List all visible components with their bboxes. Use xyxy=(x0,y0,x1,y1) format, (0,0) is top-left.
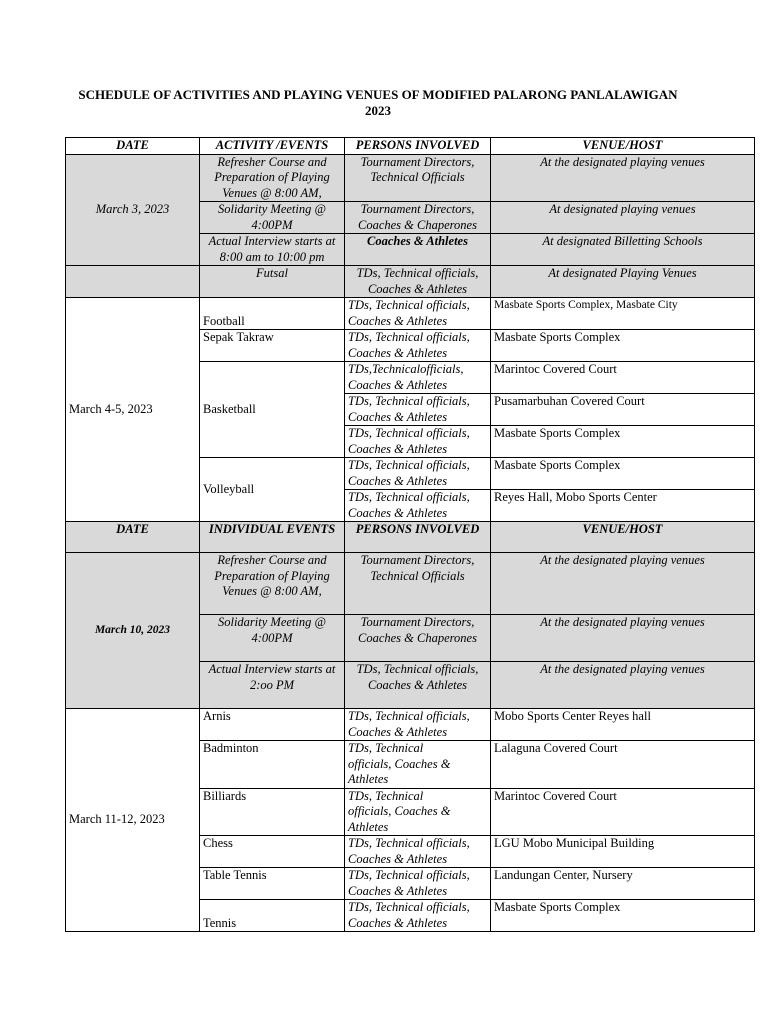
venue-cell: Mobo Sports Center Reyes hall xyxy=(491,709,755,741)
document-title xyxy=(40,87,716,119)
persons-cell: TDs, Technical officials, Coaches & Athletes xyxy=(345,836,491,868)
persons-cell: Tournament Directors, Technical Officials xyxy=(345,553,491,615)
venue-cell: At the designated playing venues xyxy=(491,615,755,662)
persons-cell: Tournament Directors, Coaches & Chaperones xyxy=(345,615,491,662)
venue-cell: Masbate Sports Complex xyxy=(491,458,755,490)
persons-cell: TDs, Technical officials, Coaches & Athletes xyxy=(345,458,491,490)
table-row xyxy=(66,154,755,202)
persons-cell: Tournament Directors, Technical Officials xyxy=(345,154,491,202)
activity-cell: Solidarity Meeting @ 4:00PM xyxy=(200,615,345,662)
activity-cell: Futsal xyxy=(200,266,345,298)
header-venue: VENUE/HOST xyxy=(491,522,755,553)
venue-cell: Masbate Sports Complex, Masbate City xyxy=(491,298,755,330)
header-date: DATE xyxy=(66,138,200,155)
persons-cell: TDs, Technical officials, Coaches & Athletes xyxy=(345,394,491,426)
event-cell: Billiards xyxy=(200,788,345,836)
venue-cell: At the designated playing venues xyxy=(491,553,755,615)
persons-cell: TDs, Technical officials, Coaches & Athletes xyxy=(345,709,491,741)
venue-cell: Marintoc Covered Court xyxy=(491,788,755,836)
empty-date-cell xyxy=(66,266,200,298)
venue-cell: Masbate Sports Complex xyxy=(491,330,755,362)
venue-cell: At designated playing venues xyxy=(491,202,755,234)
header-persons: PERSONS INVOLVED xyxy=(345,522,491,553)
venue-cell: Masbate Sports Complex xyxy=(491,900,755,932)
table-row xyxy=(66,553,755,615)
activity-cell: Refresher Course and Preparation of Playing Venues @ 8:00 AM, xyxy=(200,553,345,615)
venue-cell: Marintoc Covered Court xyxy=(491,362,755,394)
venue-cell: Landungan Center, Nursery xyxy=(491,868,755,900)
table-row xyxy=(66,709,755,741)
date-cell: March 10, 2023 xyxy=(66,553,200,709)
venue-cell: Masbate Sports Complex xyxy=(491,426,755,458)
activity-cell: Solidarity Meeting @ 4:00PM xyxy=(200,202,345,234)
header-persons: PERSONS INVOLVED xyxy=(345,138,491,155)
persons-cell: TDs, Technical officials, Coaches & Athletes xyxy=(345,298,491,330)
persons-cell: TDs, Technical officials, Coaches & Athletes xyxy=(345,490,491,522)
persons-cell: TDs, Technical officials, Coaches & Athletes xyxy=(345,330,491,362)
venue-cell: Pusamarbuhan Covered Court xyxy=(491,394,755,426)
table-header-row xyxy=(66,522,755,553)
persons-cell: TDs, Technical officials, Coaches & Athletes xyxy=(345,662,491,709)
table-row xyxy=(66,266,755,298)
date-cell: March 4-5, 2023 xyxy=(66,298,200,522)
event-cell: Football xyxy=(200,298,345,330)
venue-cell: At the designated playing venues xyxy=(491,154,755,202)
event-cell: Volleyball xyxy=(200,458,345,522)
event-cell: Chess xyxy=(200,836,345,868)
title-line-1: SCHEDULE OF ACTIVITIES AND PLAYING VENUES OF MODIFIED PALARONG PANLALAWIGAN xyxy=(78,87,678,102)
activity-cell: Refresher Course and Preparation of Playing Venues @ 8:00 AM, xyxy=(200,154,345,202)
event-cell: Arnis xyxy=(200,709,345,741)
event-cell: Basketball xyxy=(200,362,345,458)
table-header-row xyxy=(66,138,755,155)
schedule-table xyxy=(65,137,755,932)
persons-cell: TDs, Technical officials, Coaches & Athletes xyxy=(345,266,491,298)
event-cell: Sepak Takraw xyxy=(200,330,345,362)
persons-cell: Tournament Directors, Coaches & Chaperones xyxy=(345,202,491,234)
venue-cell: Lalaguna Covered Court xyxy=(491,741,755,789)
activity-cell: Actual Interview starts at 8:00 am to 10:00 pm xyxy=(200,234,345,266)
table-row xyxy=(66,298,755,330)
venue-cell: At the designated playing venues xyxy=(491,662,755,709)
persons-cell: TDs, Technical officials, Coaches & Athletes xyxy=(345,741,491,789)
date-cell: March 11-12, 2023 xyxy=(66,709,200,932)
activity-cell: Actual Interview starts at 2:oo PM xyxy=(200,662,345,709)
venue-cell: At designated Billetting Schools xyxy=(491,234,755,266)
persons-cell: TDs, Technical officials, Coaches & Athletes xyxy=(345,900,491,932)
header-venue: VENUE/HOST xyxy=(491,138,755,155)
persons-cell: TDs, Technical officials, Coaches & Athletes xyxy=(345,426,491,458)
persons-cell: TDs, Technical officials, Coaches & Athletes xyxy=(345,868,491,900)
title-line-2: 2023 xyxy=(365,103,391,118)
persons-cell: TDs,Technicalofficials, Coaches & Athletes xyxy=(345,362,491,394)
header-date: DATE xyxy=(66,522,200,553)
event-cell: Badminton xyxy=(200,741,345,789)
venue-cell: At designated Playing Venues xyxy=(491,266,755,298)
venue-cell: Reyes Hall, Mobo Sports Center xyxy=(491,490,755,522)
persons-cell: TDs, Technical officials, Coaches & Athletes xyxy=(345,788,491,836)
persons-cell: Coaches & Athletes xyxy=(345,234,491,266)
event-cell: Table Tennis xyxy=(200,868,345,900)
venue-cell: LGU Mobo Municipal Building xyxy=(491,836,755,868)
header-activity: ACTIVITY /EVENTS xyxy=(200,138,345,155)
date-cell: March 3, 2023 xyxy=(66,154,200,266)
header-events: INDIVIDUAL EVENTS xyxy=(200,522,345,553)
event-cell: Tennis xyxy=(200,900,345,932)
